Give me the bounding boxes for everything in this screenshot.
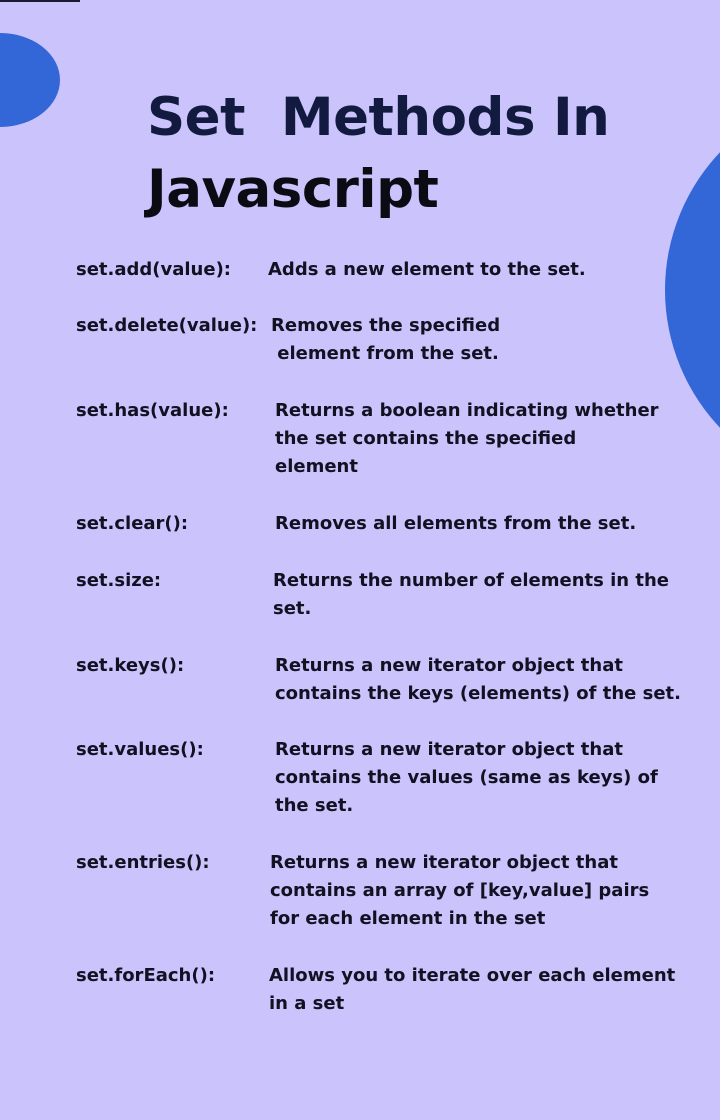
method-description: [268, 256, 668, 284]
description-line: Removes the specified: [271, 315, 501, 336]
description-line: the set contains the specified: [275, 428, 577, 449]
description-line: the set.: [275, 795, 354, 816]
title-line-2: Javascript: [147, 159, 439, 220]
description-line: Returns a new iterator object that: [275, 739, 623, 760]
description-line: Returns a new iterator object that: [275, 655, 623, 676]
description-line: element from the set.: [271, 343, 499, 364]
page-title: [147, 82, 609, 226]
top-rule-divider: [0, 0, 80, 2]
description-line: set.: [273, 598, 312, 619]
method-name: set.delete(value):: [76, 315, 258, 336]
method-description: [275, 652, 681, 708]
description-line: Removes all elements from the set.: [275, 513, 637, 534]
method-description: [275, 510, 675, 538]
method-name: set.has(value):: [76, 400, 229, 421]
description-line: in a set: [269, 993, 345, 1014]
description-line: contains the keys (elements) of the set.: [275, 683, 681, 704]
description-line: Adds a new element to the set.: [268, 259, 586, 280]
method-name: set.size:: [76, 570, 162, 591]
method-name: set.clear():: [76, 513, 189, 534]
method-description: [270, 849, 670, 933]
method-description: [271, 312, 671, 368]
description-line: Returns the number of elements in the: [273, 570, 669, 591]
method-description: [273, 567, 673, 623]
description-line: element: [275, 456, 358, 477]
method-name: set.values():: [76, 739, 204, 760]
title-line-1: Set Methods In: [147, 87, 610, 148]
description-line: Returns a boolean indicating whether: [275, 400, 659, 421]
method-name: set.keys():: [76, 655, 185, 676]
method-name: set.add(value):: [76, 259, 232, 280]
method-description: [275, 736, 675, 820]
method-description: [269, 962, 676, 1018]
description-line: contains an array of [key,value] pairs: [270, 880, 650, 901]
decorative-circle-left: [0, 33, 60, 127]
description-line: contains the values (same as keys) of: [275, 767, 658, 788]
description-line: for each element in the set: [270, 908, 546, 929]
description-line: Allows you to iterate over each element: [269, 965, 676, 986]
method-name: set.entries():: [76, 852, 210, 873]
method-description: [275, 397, 675, 481]
description-line: Returns a new iterator object that: [270, 852, 618, 873]
method-name: set.forEach():: [76, 965, 216, 986]
